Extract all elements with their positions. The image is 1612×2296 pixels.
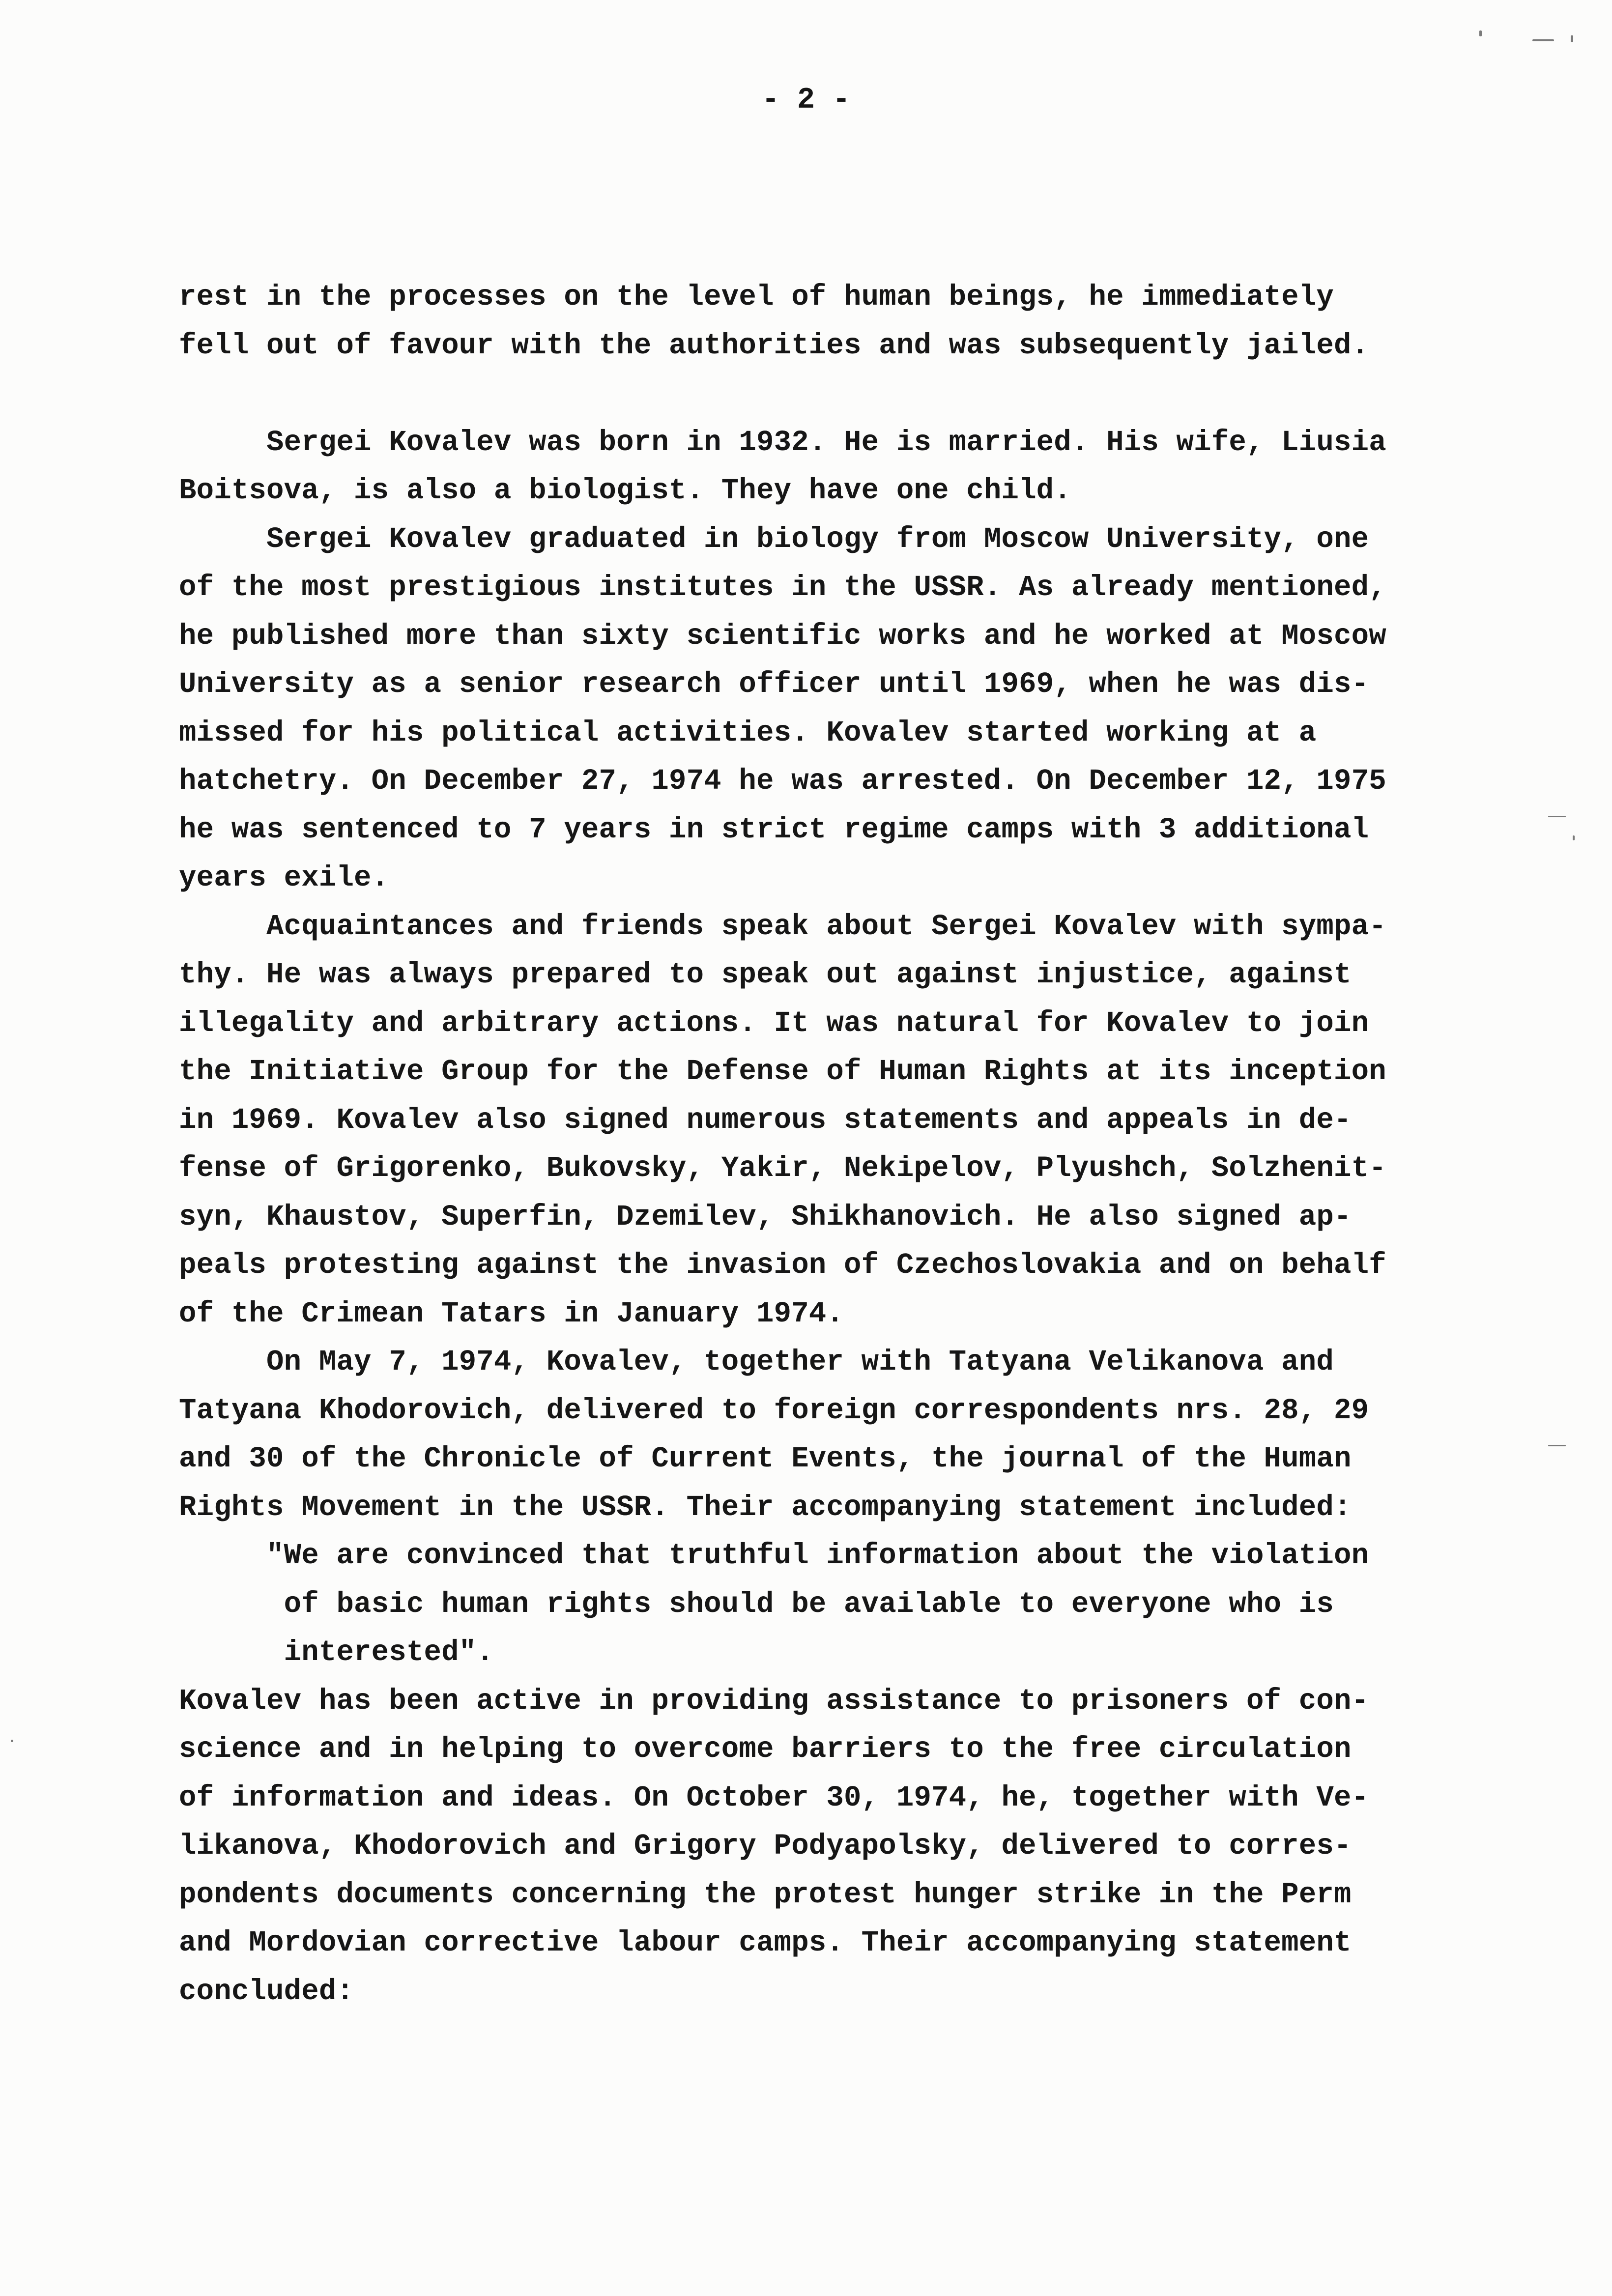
- text-line: "We are convinced that truthful information about the violation: [179, 1539, 1369, 1572]
- paragraph-biography: [179, 419, 1427, 516]
- text-line: Sergei Kovalev was born in 1932. He is married. His wife, Liusia: [179, 426, 1386, 459]
- text-line: Sergei Kovalev graduated in biology from Moscow University, one: [179, 522, 1369, 556]
- page-number: - 2 -: [761, 84, 851, 117]
- text-line: he was sentenced to 7 years in strict regime camps with 3 additional: [179, 813, 1369, 846]
- scan-speck: [1532, 39, 1554, 41]
- paragraph-continuation: [179, 273, 1427, 370]
- text-line: science and in helping to overcome barriers to the free circulation: [179, 1733, 1352, 1766]
- text-line: Tatyana Khodorovich, delivered to foreign correspondents nrs. 28, 29: [179, 1394, 1369, 1427]
- paragraph-activism: [179, 903, 1427, 1339]
- text-line: thy. He was always prepared to speak out against injustice, against: [179, 958, 1352, 991]
- text-line: peals protesting against the invasion of Czechoslovakia and on behalf: [179, 1249, 1386, 1282]
- text-line: rest in the processes on the level of human beings, he immediately: [179, 281, 1334, 314]
- paragraph-chronicle: [179, 1338, 1427, 1532]
- text-line: likanova, Khodorovich and Grigory Podyapolsky, delivered to corres-: [179, 1830, 1352, 1863]
- text-line: he published more than sixty scientific works and he worked at Moscow: [179, 619, 1386, 653]
- scan-speck: [1548, 816, 1566, 817]
- text-line: in 1969. Kovalev also signed numerous statements and appeals in de-: [179, 1103, 1352, 1137]
- text-line: On May 7, 1974, Kovalev, together with Tatyana Velikanova and: [179, 1346, 1334, 1378]
- text-line: concluded:: [179, 1975, 354, 2008]
- text-line: interested".: [179, 1636, 494, 1669]
- text-line: of the Crimean Tatars in January 1974.: [179, 1297, 844, 1330]
- text-line: University as a senior research officer until 1969, when he was dis-: [179, 668, 1369, 701]
- scan-speck: [11, 1740, 13, 1742]
- text-line: illegality and arbitrary actions. It was natural for Kovalev to join: [179, 1006, 1369, 1040]
- text-line: the Initiative Group for the Defense of Human Rights at its inception: [179, 1055, 1386, 1088]
- text-line: of basic human rights should be available to everyone who is: [179, 1587, 1334, 1621]
- scan-speck: [1571, 35, 1573, 42]
- text-line: missed for his political activities. Kovalev started working at a: [179, 716, 1317, 749]
- scan-speck: [1479, 30, 1482, 36]
- text-line: fense of Grigorenko, Bukovsky, Yakir, Nekipelov, Plyushch, Solzhenit-: [179, 1152, 1386, 1185]
- text-line: of the most prestigious institutes in the USSR. As already mentioned,: [179, 571, 1386, 604]
- text-line: years exile.: [179, 861, 389, 894]
- block-quote: [179, 1532, 1427, 1677]
- body-text: [179, 273, 1427, 2016]
- text-line: Rights Movement in the USSR. Their accompanying statement included:: [179, 1491, 1352, 1524]
- paragraph-gap: [179, 370, 1427, 419]
- text-line: Boitsova, is also a biologist. They have one child.: [179, 474, 1071, 507]
- text-line: Kovalev has been active in providing assistance to prisoners of con-: [179, 1684, 1369, 1718]
- text-line: syn, Khaustov, Superfin, Dzemilev, Shikhanovich. He also signed ap-: [179, 1200, 1352, 1234]
- text-line: and 30 of the Chronicle of Current Events, the journal of the Human: [179, 1442, 1352, 1475]
- paragraph-assistance: [179, 1677, 1427, 2016]
- text-line: and Mordovian corrective labour camps. Their accompanying statement: [179, 1926, 1352, 1959]
- text-line: Acquaintances and friends speak about Sergei Kovalev with sympa-: [179, 910, 1386, 943]
- text-line: fell out of favour with the authorities and was subsequently jailed.: [179, 329, 1369, 362]
- text-line: pondents documents concerning the protest hunger strike in the Perm: [179, 1878, 1352, 1911]
- scan-speck: [1548, 1445, 1566, 1446]
- paragraph-career: [179, 516, 1427, 903]
- scan-speck: [1573, 835, 1575, 840]
- text-line: of information and ideas. On October 30, 1974, he, together with Ve-: [179, 1781, 1369, 1814]
- text-line: hatchetry. On December 27, 1974 he was arrested. On December 12, 1975: [179, 765, 1386, 798]
